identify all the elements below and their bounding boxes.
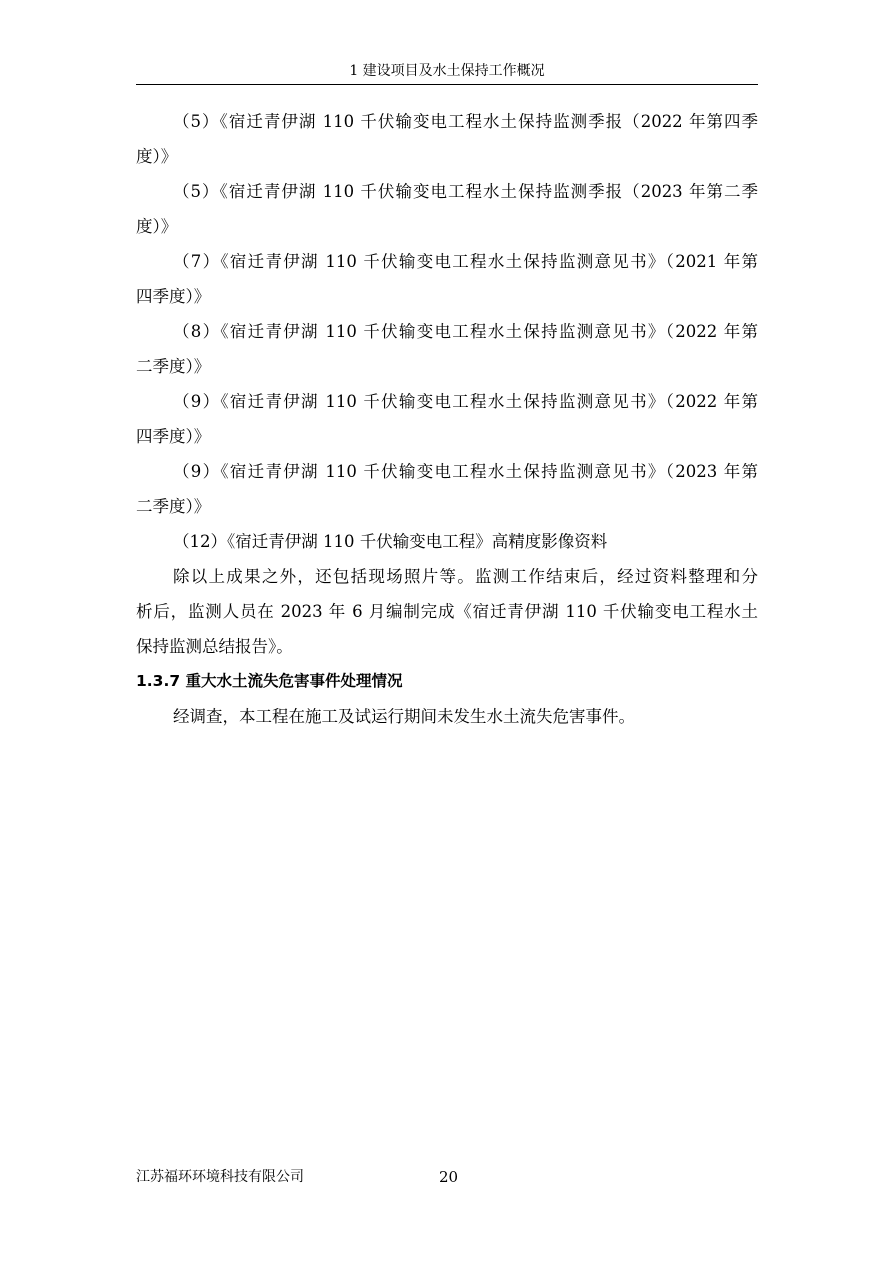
list-item-line-2: 四季度）》 — [136, 427, 211, 446]
page-header — [136, 60, 758, 85]
list-item-line-1: （9）《宿迁青伊湖 110 千伏输变电工程水土保持监测意见书》（2023 年第 — [173, 462, 758, 481]
footer-company: 江苏福环环境科技有限公司 — [136, 1169, 304, 1185]
list-item — [136, 244, 758, 314]
paragraph-line-2: 析后，监测人员在 2023 年 6 月编制完成《宿迁青伊湖 110 千伏输变电工程水土 — [136, 602, 758, 621]
page-footer — [136, 1166, 758, 1188]
list-item — [136, 314, 758, 384]
list-item-line-1: （8）《宿迁青伊湖 110 千伏输变电工程水土保持监测意见书》（2022 年第 — [173, 322, 758, 341]
list-item-line-2: 二季度）》 — [136, 357, 211, 376]
list-item — [136, 454, 758, 524]
list-item-imagery: （12）《宿迁青伊湖 110 千伏输变电工程》高精度影像资料 — [173, 532, 608, 551]
list-item-line-1: （5）《宿迁青伊湖 110 千伏输变电工程水土保持监测季报（2022 年第四季 — [173, 112, 758, 131]
section-text: 经调查，本工程在施工及试运行期间未发生水土流失危害事件。 — [173, 707, 635, 726]
list-item — [136, 174, 758, 244]
list-item-line-2: 四季度）》 — [136, 287, 211, 306]
document-body — [136, 104, 758, 734]
list-item-line-1: （9）《宿迁青伊湖 110 千伏输变电工程水土保持监测意见书》（2022 年第 — [173, 392, 758, 411]
list-item — [136, 384, 758, 454]
paragraph-line-1: 除以上成果之外，还包括现场照片等。监测工作结束后，经过资料整理和分 — [173, 567, 758, 586]
summary-paragraph — [136, 559, 758, 664]
header-title: 1 建设项目及水土保持工作概况 — [349, 63, 545, 79]
section-heading: 1.3.7 重大水土流失危害事件处理情况 — [136, 672, 403, 690]
page-number: 20 — [439, 1168, 459, 1186]
list-item-line-1: （5）《宿迁青伊湖 110 千伏输变电工程水土保持监测季报（2023 年第二季 — [173, 182, 758, 201]
list-item-line-2: 二季度）》 — [136, 497, 211, 516]
list-item — [136, 104, 758, 174]
list-item-line-2: 度）》 — [136, 147, 178, 166]
list-item-line-2: 度）》 — [136, 217, 178, 236]
list-item-line-1: （7）《宿迁青伊湖 110 千伏输变电工程水土保持监测意见书》（2021 年第 — [173, 252, 758, 271]
paragraph-line-3: 保持监测总结报告》。 — [136, 637, 293, 656]
